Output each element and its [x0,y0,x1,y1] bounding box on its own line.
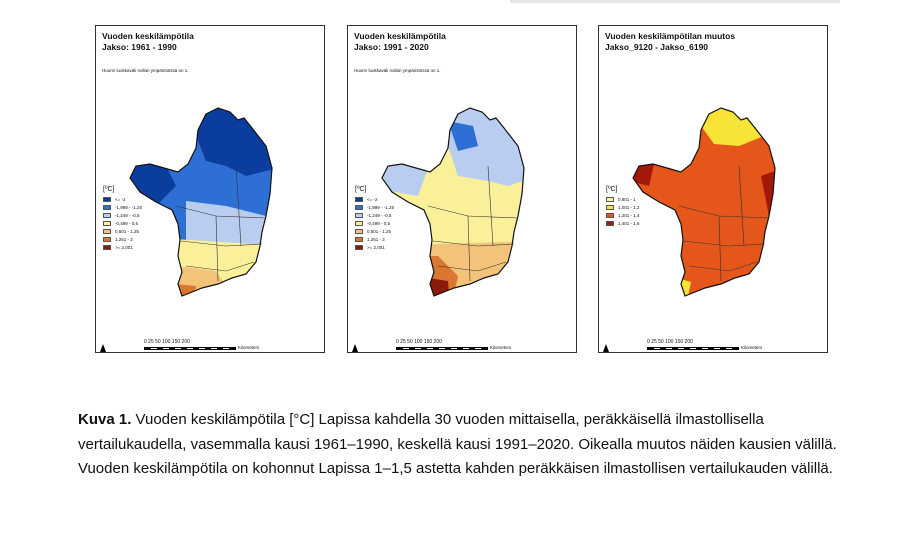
legend-item [606,211,640,219]
legend-label: -0,499 - 0,5 [115,220,139,226]
legend-swatch [355,197,363,202]
legend-item [355,219,394,227]
legend-item [103,219,142,227]
map-panel-change [598,25,828,353]
caption-text: Vuoden keskilämpötila [°C] Lapissa kahdella 30 vuoden mittaisella, peräkkäisellä ilmastollisella vertailukaudella, vasemmalla kausi 1961–1990, keskellä kausi 1991–2020. Oikealla muutos näiden kausien välillä. Vuoden keskilämpötila on kohonnut Lapissa 1–1,5 astetta kahden peräkkäisen ilmastollisen vertailukauden välillä. [78,411,837,477]
legend-label: >= 2,001 [115,244,133,250]
legend-item [355,235,394,243]
legend-label: 1,251 - 2 [115,236,133,242]
panel-note: Huom! luokkaväli nollan ympäristössä on 1. [354,68,441,73]
scale-unit: Kilometers [741,345,763,350]
legend [355,186,394,251]
legend-label: -1,999 - -1,25 [115,204,143,210]
legend-swatch [606,213,614,218]
legend-swatch [355,221,363,226]
legend-swatch [103,237,111,242]
legend-item [355,195,394,203]
top-divider [510,0,840,3]
scale-bar-graphic [144,347,236,350]
panel-note: Huom! luokkaväli nollan ympäristössä on 1. [102,68,189,73]
legend [606,186,640,227]
legend-item [355,203,394,211]
legend-item [103,227,142,235]
panel-title-line1: Vuoden keskilämpötila [102,31,194,41]
legend-swatch [103,245,111,250]
north-arrow-icon [352,344,358,352]
map-panel-1961-1990 [95,25,325,353]
legend-swatch [103,229,111,234]
scale-bar [396,339,516,351]
panel-title-line2: Jakso: 1961 - 1990 [102,42,177,52]
legend-label: -0,499 - 0,5 [367,220,391,226]
legend-swatch [103,221,111,226]
legend-item [103,211,142,219]
north-arrow-icon [603,344,609,352]
scale-ticks: 0 25 50 100 150 200 [144,339,190,345]
legend-label: -1,999 - -1,25 [367,204,395,210]
scale-unit: Kilometers [490,345,512,350]
legend-swatch [355,205,363,210]
legend-item [606,203,640,211]
legend-item [355,211,394,219]
panel-title [605,31,735,53]
legend-swatch [103,197,111,202]
panel-title-line2: Jakso: 1991 - 2020 [354,42,429,52]
legend-unit: [ºC] [606,186,618,193]
legend-swatch [103,205,111,210]
panel-title [102,31,194,53]
legend-label: <= -2 [367,196,378,202]
legend-label: -1,249 - -0,5 [115,212,140,218]
panel-title [354,31,446,53]
scale-ticks: 0 25 50 100 150 200 [647,339,693,345]
legend-item [103,243,142,251]
legend-item [103,195,142,203]
scale-bar-graphic [647,347,739,350]
scale-ticks: 0 25 50 100 150 200 [396,339,442,345]
legend [103,186,142,251]
caption-label: Kuva 1. [78,411,132,428]
legend-label: >= 2,001 [367,244,385,250]
north-arrow-icon [100,344,106,352]
legend-label: -1,249 - -0,5 [367,212,392,218]
lapland-map-1991-2020 [378,106,538,321]
legend-swatch [355,237,363,242]
legend-swatch [355,229,363,234]
panel-title-line2: Jakso_9120 - Jakso_6190 [605,42,709,52]
scale-bar [647,339,767,351]
legend-swatch [606,221,614,226]
lapland-map-change [629,106,789,321]
legend-label: <= -2 [115,196,126,202]
scale-bar-graphic [396,347,488,350]
legend-item [606,219,640,227]
legend-item [355,227,394,235]
figure-caption [78,408,858,482]
legend-label: 0,501 - 1,25 [367,228,392,234]
legend-swatch [606,197,614,202]
legend-label: 1,401 - 1,6 [618,220,640,226]
lapland-map-1961-1990 [126,106,286,321]
legend-swatch [355,245,363,250]
legend-unit: [ºC] [355,186,367,193]
legend-label: 0,801 - 1 [618,196,636,202]
panel-title-line1: Vuoden keskilämpötilan muutos [605,31,736,41]
legend-swatch [606,205,614,210]
panel-title-line1: Vuoden keskilämpötila [354,31,446,41]
legend-item [606,195,640,203]
scale-bar [144,339,264,351]
legend-label: 1,201 - 1,4 [618,212,640,218]
legend-item [355,243,394,251]
legend-swatch [355,213,363,218]
legend-swatch [103,213,111,218]
legend-item [103,203,142,211]
legend-item [103,235,142,243]
legend-label: 1,001 - 1,2 [618,204,640,210]
map-panel-1991-2020 [347,25,577,353]
legend-label: 0,501 - 1,25 [115,228,140,234]
legend-unit: [ºC] [103,186,115,193]
scale-unit: Kilometers [238,345,260,350]
legend-label: 1,251 - 2 [367,236,385,242]
